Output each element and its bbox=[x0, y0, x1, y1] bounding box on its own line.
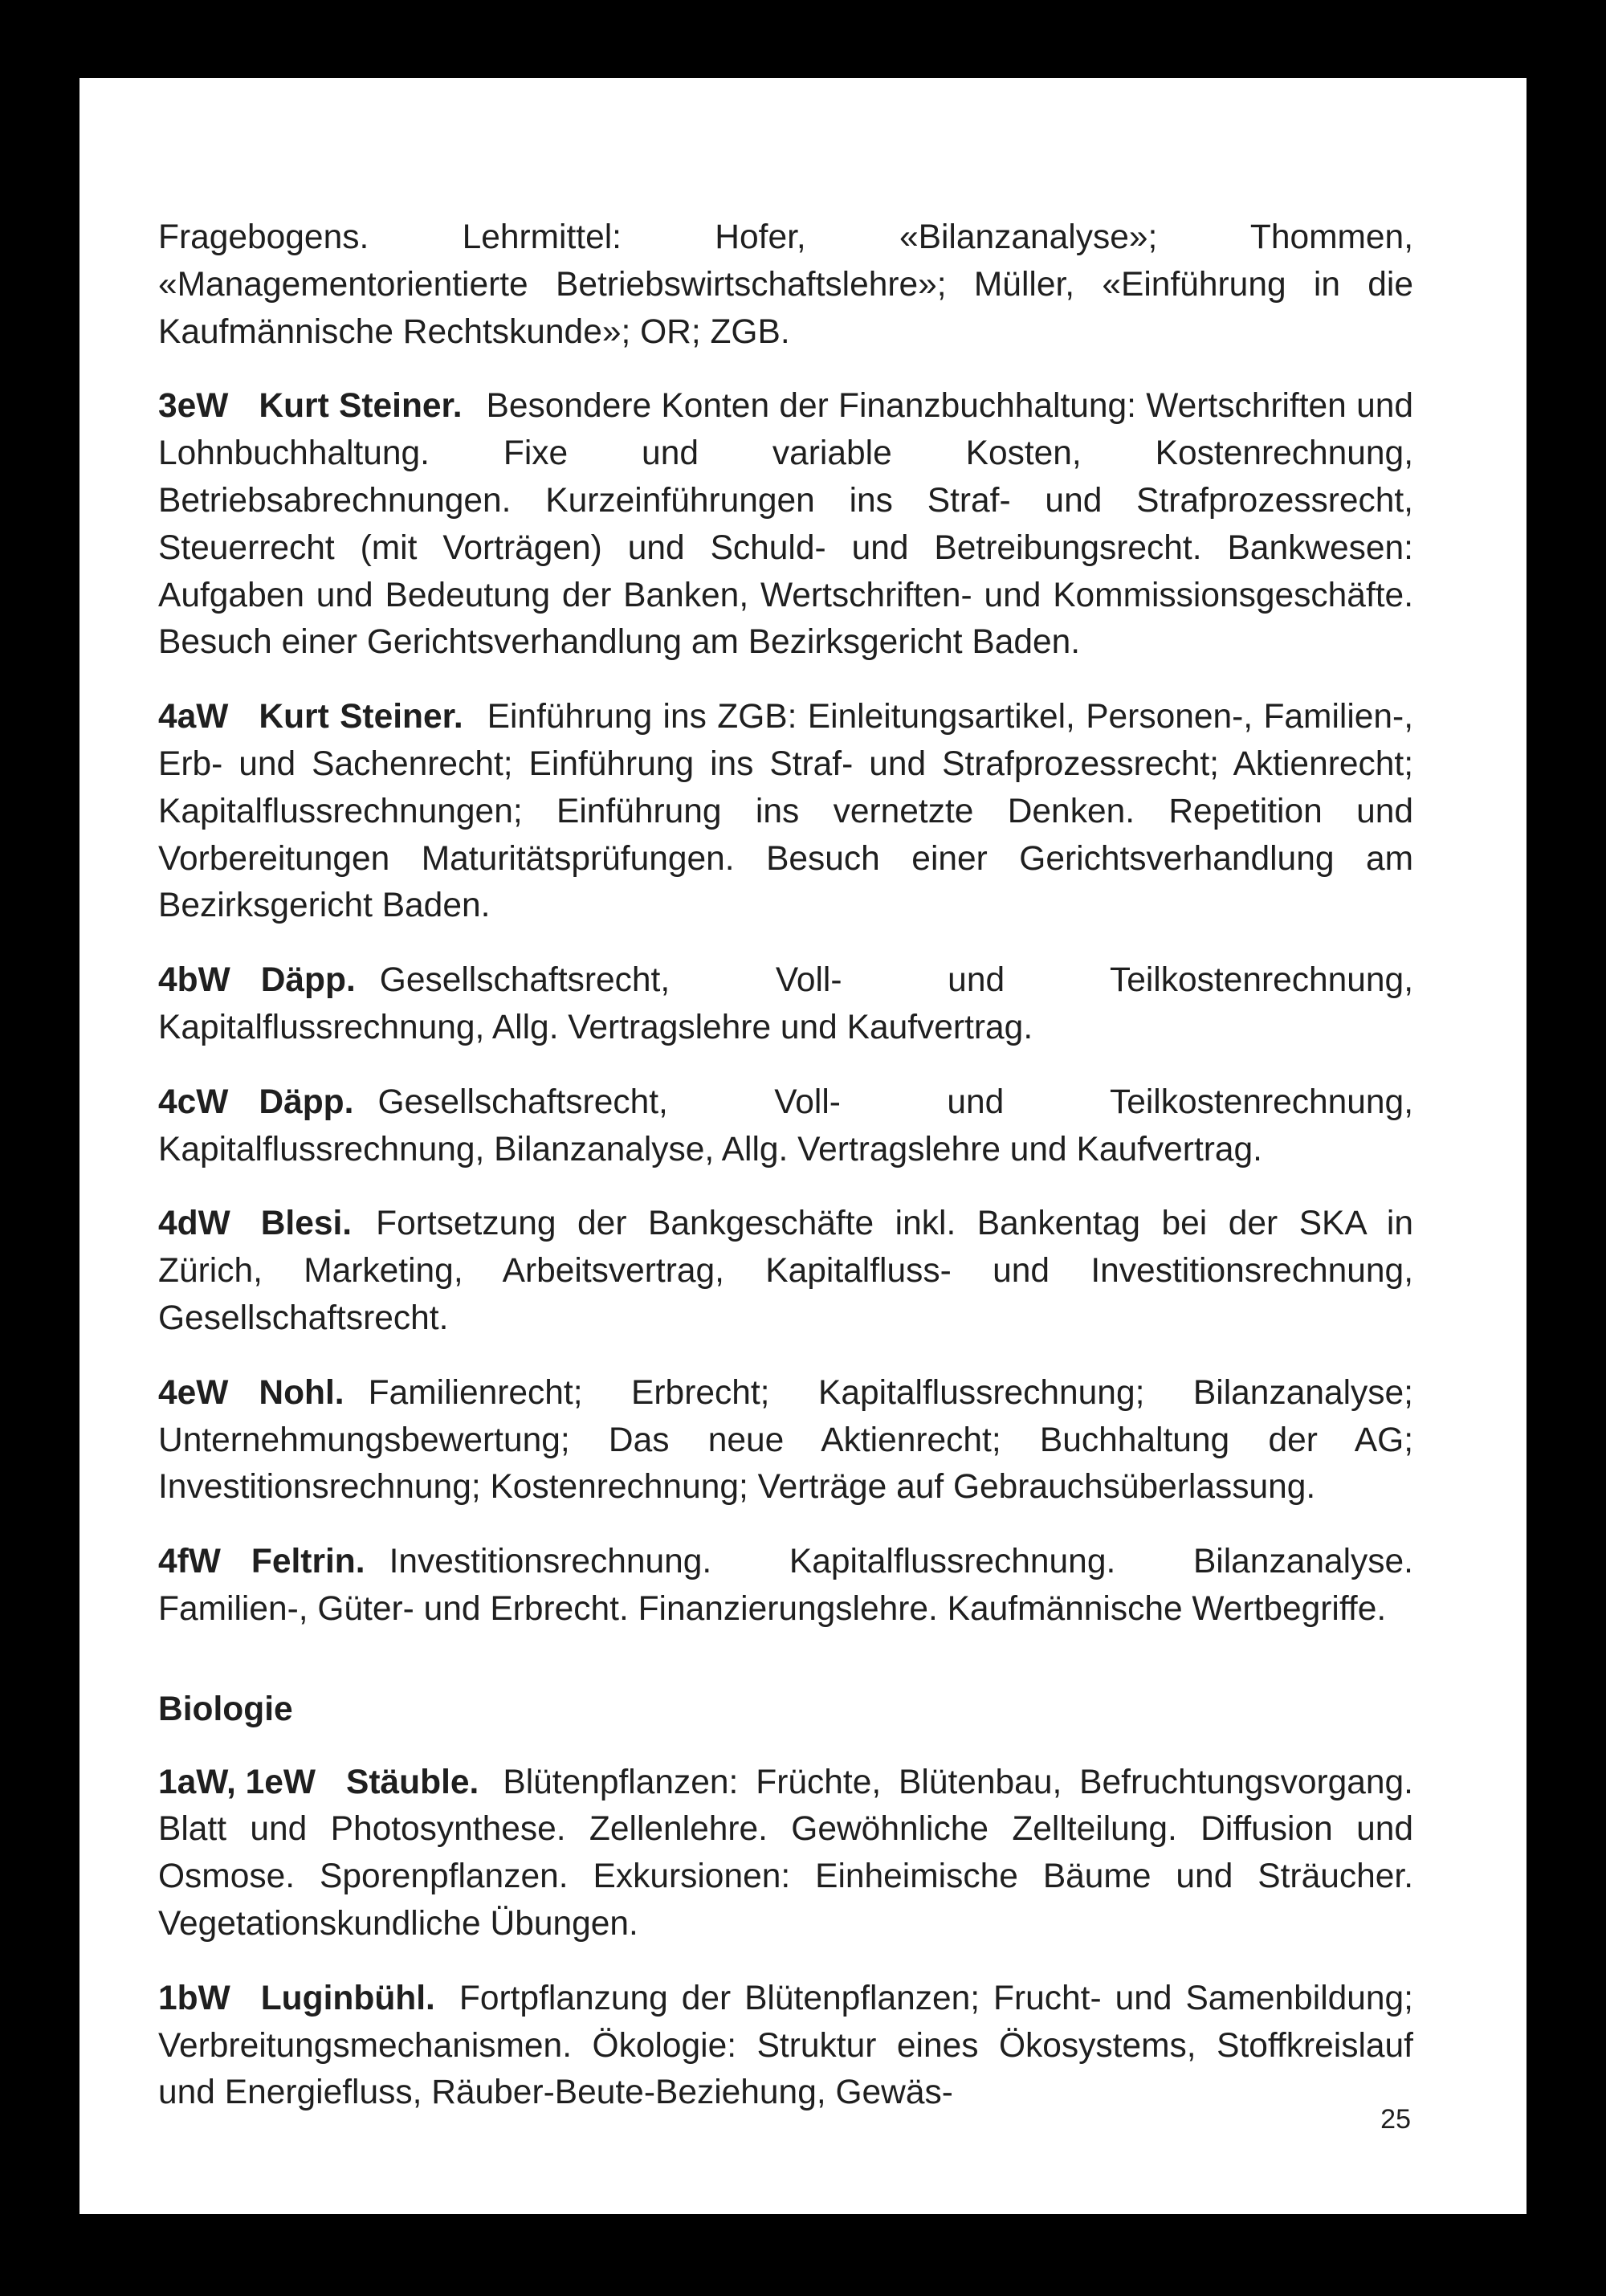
teacher-name: Blesi. bbox=[260, 1205, 353, 1243]
class-label: 4cW bbox=[158, 1083, 229, 1121]
entry-1bw bbox=[158, 1976, 1413, 2117]
section-heading: Biologie bbox=[158, 1690, 293, 1728]
class-label: 1aW, 1eW bbox=[158, 1763, 316, 1801]
teacher-name: Däpp. bbox=[260, 961, 356, 1000]
teacher-name: Luginbühl. bbox=[260, 1979, 435, 2017]
entry-1aw-1ew bbox=[158, 1760, 1413, 1948]
entry-text: Familienrecht; Erbrecht; Kapitalflussrechnung; Bilanzanalyse; Unternehmungsbewertung; Das neue Aktienrecht; Buchhaltung der AG; Investitionsrechnung; Kostenrechnung; Verträge auf Gebrauchsüberlassung. bbox=[158, 1373, 1413, 1507]
teacher-name: Däpp. bbox=[259, 1083, 354, 1121]
class-label: 1bW bbox=[158, 1979, 230, 2017]
entry-text: Gesellschaftsrecht, Voll- und Teilkostenrechnung, Kapitalflussrechnung, Bilanzanalyse, Allg. Vertragslehre und Kaufvertrag. bbox=[158, 1083, 1413, 1168]
teacher-name: Feltrin. bbox=[251, 1543, 365, 1581]
entry-4dw bbox=[158, 1201, 1413, 1342]
class-label: 4eW bbox=[158, 1373, 229, 1412]
entry-4cw bbox=[158, 1079, 1413, 1174]
teacher-name: Stäuble. bbox=[346, 1763, 479, 1801]
entry-text: Fortpflanzung der Blütenpflanzen; Frucht- und Samenbildung; Verbreitungsmechanismen. Ökologie: Struktur eines Ökosystems, Stoffkreislauf und Energiefluss, Räuber-Beute-Beziehung, Gewäs- bbox=[158, 1979, 1413, 2112]
class-label: 4aW bbox=[158, 698, 229, 736]
class-label: 4dW bbox=[158, 1205, 230, 1243]
entry-text: Gesellschaftsrecht, Voll- und Teilkostenrechnung, Kapitalflussrechnung, Allg. Vertragslehre und Kaufvertrag. bbox=[158, 961, 1413, 1046]
class-label: 3eW bbox=[158, 387, 229, 426]
entry-text: Blütenpflanzen: Früchte, Blütenbau, Befruchtungsvorgang. Blatt und Photosynthese. Zellenlehre. Gewöhnliche Zellteilung. Diffusion und Osmose. Sporenpflanzen. Exkursionen: Einheimische Bäume und Sträucher. Vegetationskundliche Übungen. bbox=[158, 1763, 1413, 1943]
entry-text: Besondere Konten der Finanzbuchhaltung: Wertschriften und Lohnbuchhaltung. Fixe und variable Kosten, Kostenrechnung, Betriebsabrechnungen. Kurzeinführungen ins Straf- und Strafprozessrecht, Steuerrecht (mit Vorträgen) und Schuld- und Betreibungsrecht. Bankwesen: Aufgaben und Bedeutung der Banken, Wertschriften- und Kommissionsgeschäfte. Besuch einer Gerichtsverhandlung am Bezirksgericht Baden. bbox=[158, 387, 1413, 662]
class-label: 4bW bbox=[158, 961, 230, 1000]
page-content bbox=[158, 214, 1413, 2144]
entry-4aw bbox=[158, 694, 1413, 930]
teacher-name: Nohl. bbox=[259, 1373, 344, 1412]
teacher-name: Kurt Steiner. bbox=[259, 698, 463, 736]
page-number: 25 bbox=[1380, 2104, 1411, 2135]
entry-text: Einführung ins ZGB: Einleitungsartikel, Personen-, Familien-, Erb- und Sachenrecht; Einführung ins Straf- und Strafprozessrecht; Aktienrecht; Kapitalflussrechnungen; Einführung ins vernetzte Denken. Repetition und Vorbereitungen Maturitätsprüfungen. Besuch einer Gerichtsverhandlung am Bezirksgericht Baden. bbox=[158, 698, 1414, 925]
intro-paragraph: Fragebogens. Lehrmittel: Hofer, «Bilanzanalyse»; Thommen, «Managementorientierte Betriebswirtschaftslehre»; Müller, «Einführung in die Kaufmännische Rechtskunde»; OR; ZGB. bbox=[158, 218, 1413, 351]
entry-text: Fortsetzung der Bankgeschäfte inkl. Bankentag bei der SKA in Zürich, Marketing, Arbeitsvertrag, Kapitalfluss- und Investitionsrechnung, Gesellschaftsrecht. bbox=[158, 1205, 1413, 1337]
entry-4bw bbox=[158, 957, 1413, 1052]
entry-3ew bbox=[158, 383, 1413, 667]
entry-text: Investitionsrechnung. Kapitalflussrechnung. Bilanzanalyse. Familien-, Güter- und Erbrecht. Finanzierungslehre. Kaufmännische Wertbegriffe. bbox=[158, 1543, 1413, 1628]
teacher-name: Kurt Steiner. bbox=[259, 387, 463, 426]
entry-4ew bbox=[158, 1370, 1413, 1511]
entry-4fw bbox=[158, 1539, 1413, 1633]
class-label: 4fW bbox=[158, 1543, 221, 1581]
document-page bbox=[79, 78, 1527, 2214]
